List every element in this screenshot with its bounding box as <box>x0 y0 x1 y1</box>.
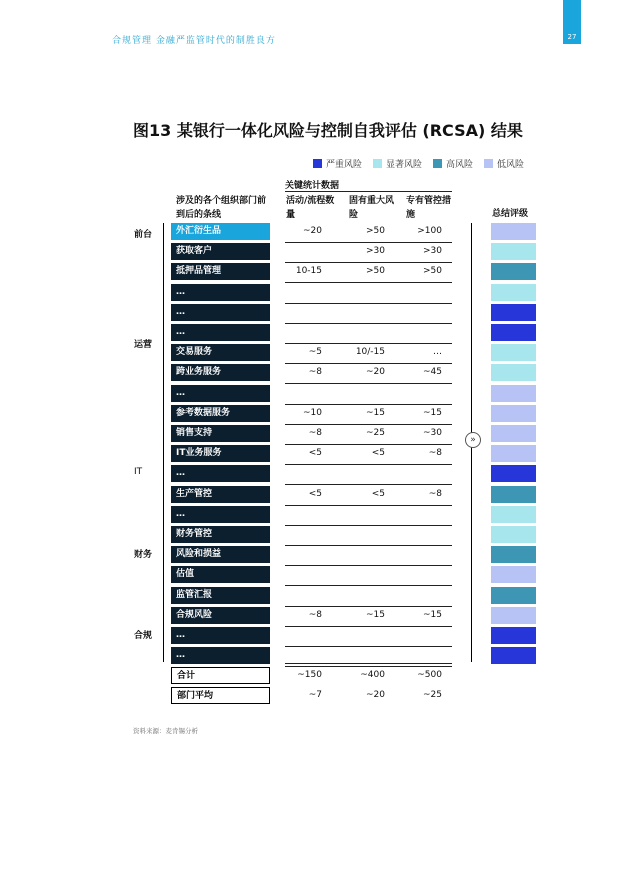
rating-swatch <box>491 465 536 482</box>
rating-swatch <box>491 587 536 604</box>
row-label: 监管汇报 <box>171 587 270 604</box>
row-label: 财务管控 <box>171 526 270 543</box>
rating-swatch <box>491 223 536 240</box>
cell-controls <box>382 506 442 523</box>
cell-controls: ~8 <box>428 448 442 458</box>
legend-item-high <box>433 157 473 170</box>
total-controls: ~500 <box>417 670 442 680</box>
cell-controls <box>382 324 442 341</box>
cell-inherent-risk <box>325 284 385 301</box>
rating-swatch <box>491 647 536 664</box>
cell-inherent-risk: ~20 <box>366 367 385 377</box>
cell-activity <box>262 324 322 341</box>
cell-activity <box>262 304 322 321</box>
cell-activity: ~8 <box>308 367 322 377</box>
total-label: 部门平均 <box>171 687 270 704</box>
cell-inherent-risk: <5 <box>371 448 385 458</box>
header-department: 涉及的各个组织部门前到后的条线 <box>176 196 267 220</box>
header-controls: 专有管控措施 <box>406 196 452 220</box>
header-inherent-risk: 固有重大风险 <box>349 196 395 220</box>
section-label: 财务 <box>134 550 153 560</box>
cell-inherent-risk <box>325 546 385 563</box>
cell-activity <box>262 465 322 482</box>
row-label: … <box>171 627 270 644</box>
row-label: 风险和损益 <box>171 546 270 563</box>
cell-inherent-risk <box>325 506 385 523</box>
cell-inherent-risk: >30 <box>366 246 385 256</box>
cell-controls: ~30 <box>423 428 442 438</box>
rating-swatch <box>491 344 536 361</box>
row-label: 参考数据服务 <box>171 405 270 422</box>
row-label: … <box>171 465 270 482</box>
cell-controls <box>382 526 442 543</box>
total-inherent-risk: ~400 <box>360 670 385 680</box>
cell-controls: >30 <box>423 246 442 256</box>
cell-activity <box>262 566 322 583</box>
section-label: IT <box>134 467 143 477</box>
legend-swatch <box>484 159 493 168</box>
key-stats-title: 关键统计数据 <box>285 181 340 191</box>
group-rule <box>285 191 452 192</box>
row-label: … <box>171 647 270 664</box>
source-note: 资料来源：麦肯锡分析 <box>133 727 198 735</box>
cell-inherent-risk: >50 <box>366 226 385 236</box>
cell-inherent-risk: <5 <box>371 489 385 499</box>
cell-inherent-risk <box>325 465 385 482</box>
rating-swatch <box>491 324 536 341</box>
row-label: 获取客户 <box>171 243 270 260</box>
cell-inherent-risk: ~15 <box>366 408 385 418</box>
cell-controls <box>382 587 442 604</box>
cell-controls <box>382 566 442 583</box>
cell-inherent-risk: ~15 <box>366 610 385 620</box>
row-rule <box>285 484 452 485</box>
rating-swatch <box>491 607 536 624</box>
cell-inherent-risk <box>325 647 385 664</box>
header-overall-rating: 总结评级 <box>492 209 529 219</box>
cell-activity: <5 <box>308 489 322 499</box>
cell-activity <box>262 243 322 260</box>
row-label: 交易服务 <box>171 344 270 361</box>
legend <box>313 157 524 170</box>
row-label: … <box>171 385 270 402</box>
cell-inherent-risk <box>325 304 385 321</box>
rating-swatch <box>491 364 536 381</box>
rating-swatch <box>491 304 536 321</box>
rating-swatch <box>491 425 536 442</box>
legend-swatch <box>433 159 442 168</box>
total-controls: ~25 <box>423 690 442 700</box>
legend-item-low <box>484 157 524 170</box>
row-label: … <box>171 304 270 321</box>
cell-inherent-risk <box>325 587 385 604</box>
cell-inherent-risk: >50 <box>366 266 385 276</box>
cell-activity: ~5 <box>308 347 322 357</box>
cell-activity <box>262 506 322 523</box>
cell-controls <box>382 385 442 402</box>
cell-activity <box>262 647 322 664</box>
cell-activity: ~8 <box>308 428 322 438</box>
cell-activity <box>262 284 322 301</box>
rating-swatch <box>491 405 536 422</box>
cell-inherent-risk: ~25 <box>366 428 385 438</box>
row-label: 估值 <box>171 566 270 583</box>
cell-inherent-risk: 10/-15 <box>355 347 385 357</box>
row-label: … <box>171 506 270 523</box>
cell-controls <box>382 284 442 301</box>
rating-swatch <box>491 506 536 523</box>
row-label: 销售支持 <box>171 425 270 442</box>
cell-activity <box>262 627 322 644</box>
rating-swatch <box>491 284 536 301</box>
section-label: 运营 <box>134 340 153 350</box>
cell-inherent-risk <box>325 566 385 583</box>
cell-controls: >50 <box>423 266 442 276</box>
running-header: 合规管理 金融严监管时代的制胜良方 <box>112 36 276 46</box>
row-label: 合规风险 <box>171 607 270 624</box>
cell-inherent-risk <box>325 627 385 644</box>
row-rule <box>285 282 452 283</box>
cell-controls <box>382 465 442 482</box>
row-label: … <box>171 324 270 341</box>
legend-item-significant <box>373 157 422 170</box>
rating-swatch <box>491 486 536 503</box>
row-label: 抵押品管理 <box>171 263 270 280</box>
cell-controls <box>382 546 442 563</box>
header-activity: 活动/流程数量 <box>286 196 335 220</box>
rating-swatch <box>491 627 536 644</box>
cell-controls: … <box>433 347 442 357</box>
legend-swatch <box>373 159 382 168</box>
cell-activity <box>262 587 322 604</box>
cell-controls: ~15 <box>423 610 442 620</box>
cell-controls <box>382 304 442 321</box>
total-label: 合计 <box>171 667 270 684</box>
total-activity: ~7 <box>308 690 322 700</box>
row-label: 跨业务服务 <box>171 364 270 381</box>
rating-swatch <box>491 385 536 402</box>
cell-controls: ~45 <box>423 367 442 377</box>
cell-activity: ~8 <box>308 610 322 620</box>
rating-swatch <box>491 566 536 583</box>
legend-item-severe <box>313 157 362 170</box>
cell-controls: ~15 <box>423 408 442 418</box>
cell-controls: >100 <box>417 226 442 236</box>
row-label: … <box>171 284 270 301</box>
cell-controls: ~8 <box>428 489 442 499</box>
cell-controls <box>382 627 442 644</box>
rating-swatch <box>491 546 536 563</box>
row-rule <box>285 585 452 586</box>
legend-label: 高风险 <box>446 160 474 170</box>
legend-label: 低风险 <box>497 160 525 170</box>
cell-inherent-risk <box>325 385 385 402</box>
legend-label: 显著风险 <box>386 160 423 170</box>
rating-swatch <box>491 263 536 280</box>
total-inherent-risk: ~20 <box>366 690 385 700</box>
total-activity: ~150 <box>297 670 322 680</box>
cell-activity <box>262 385 322 402</box>
page-number: 27 <box>567 33 577 41</box>
row-label: 外汇衍生品 <box>171 223 270 240</box>
cell-inherent-risk <box>325 324 385 341</box>
section-label: 前台 <box>134 230 153 240</box>
legend-label: 严重风险 <box>326 160 363 170</box>
chevron-right-icon: » <box>465 432 481 448</box>
rating-swatch <box>491 243 536 260</box>
legend-swatch <box>313 159 322 168</box>
cell-activity: <5 <box>308 448 322 458</box>
cell-activity: ~10 <box>303 408 322 418</box>
row-label: 生产管控 <box>171 486 270 503</box>
cell-controls <box>382 647 442 664</box>
left-rule <box>163 223 164 662</box>
cell-inherent-risk <box>325 526 385 543</box>
rating-swatch <box>491 526 536 543</box>
figure-title: 图13 某银行一体化风险与控制自我评估 (RCSA) 结果 <box>133 121 523 140</box>
cell-activity <box>262 526 322 543</box>
cell-activity: ~20 <box>303 226 322 236</box>
cell-activity: 10-15 <box>295 266 322 276</box>
rating-swatch <box>491 445 536 462</box>
row-rule <box>285 383 452 384</box>
row-label: IT业务服务 <box>171 445 270 462</box>
section-label: 合规 <box>134 631 153 641</box>
cell-activity <box>262 546 322 563</box>
